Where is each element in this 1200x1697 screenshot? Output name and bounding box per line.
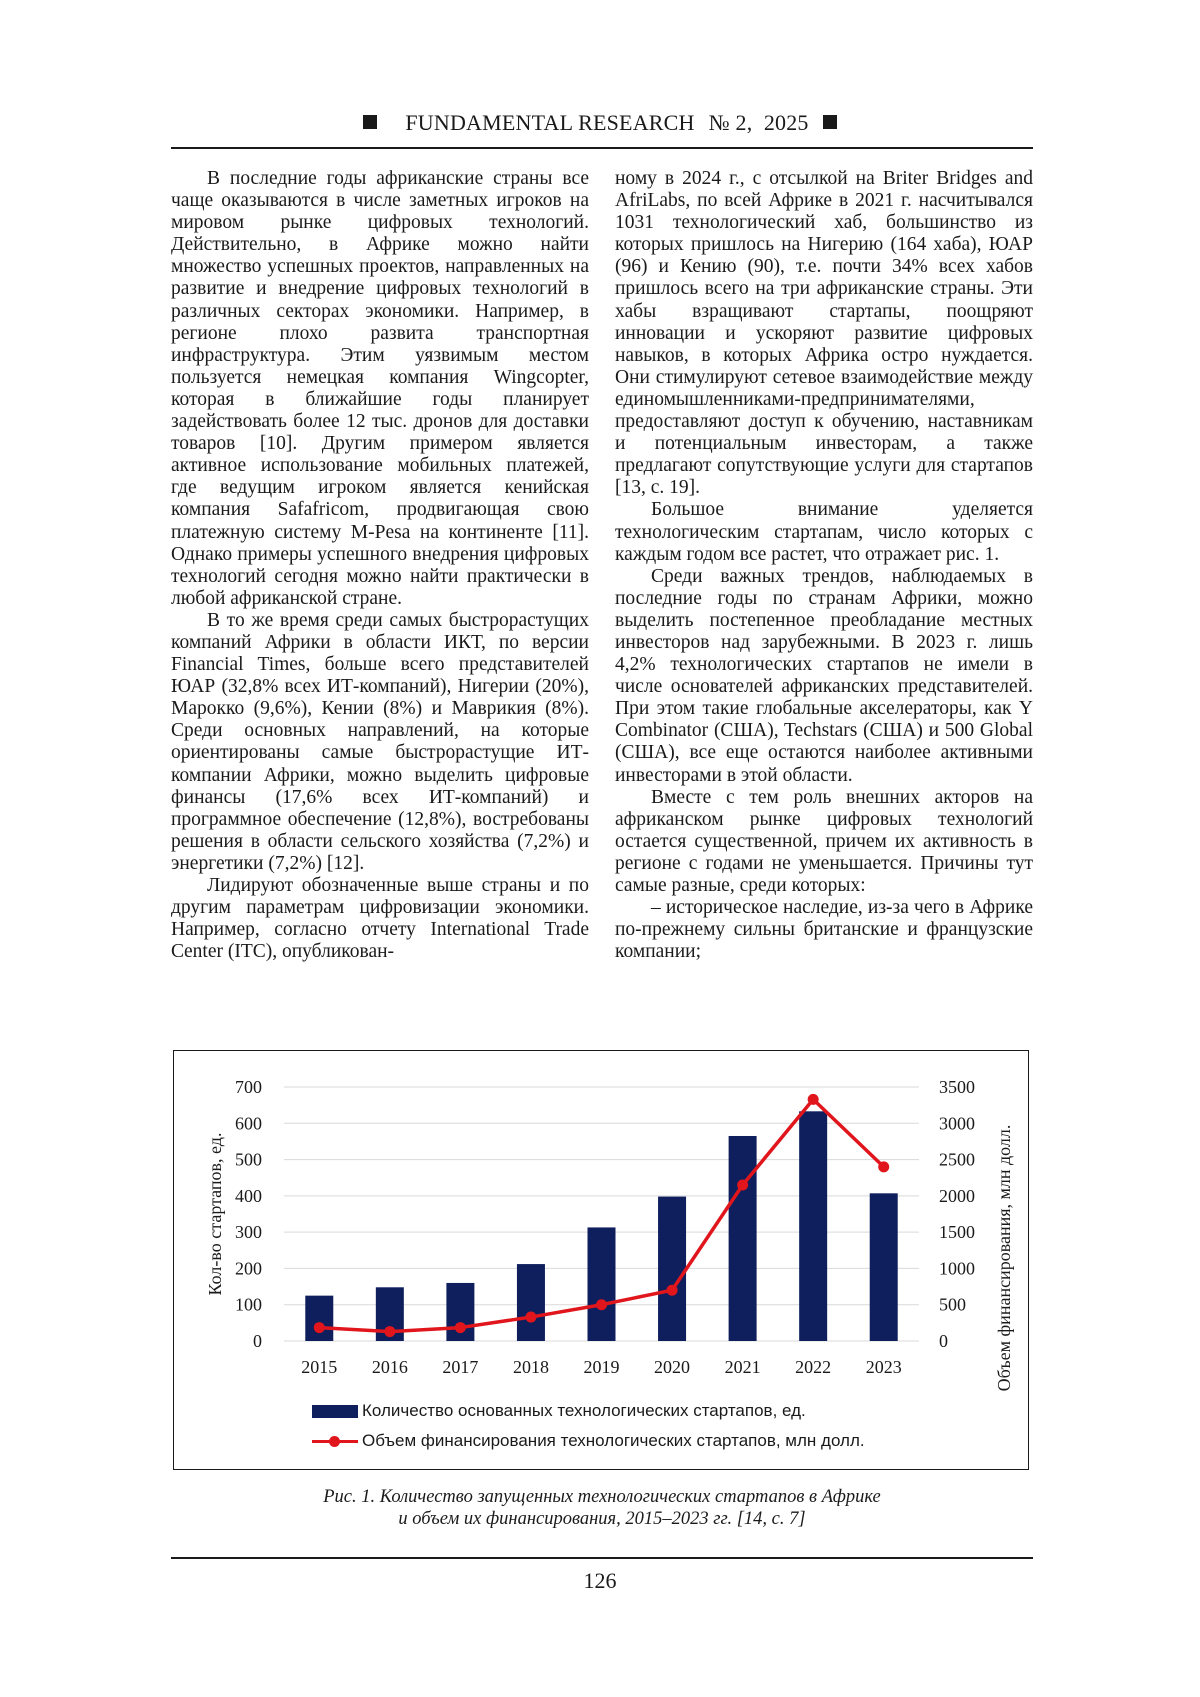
bar <box>870 1193 898 1341</box>
list-item: – историческое наследие, из-за чего в Африке по-прежнему сильны британские и французские компании; <box>615 897 1033 963</box>
footer-rule <box>171 1557 1033 1559</box>
page-number: 126 <box>583 1568 617 1593</box>
y2-tick-label: 1000 <box>939 1258 975 1279</box>
legend-label: Количество основанных технологических стартапов, ед. <box>362 1401 806 1420</box>
y-tick-label: 200 <box>235 1258 262 1279</box>
square-bullet-icon <box>823 115 837 129</box>
legend-bar-swatch <box>312 1405 358 1418</box>
y2-tick-label: 0 <box>939 1331 948 1351</box>
issue-number: № 2, <box>708 110 753 135</box>
x-tick-label: 2015 <box>301 1357 338 1377</box>
paragraph: В последние годы африканские страны все чаще оказываются в числе заметных игроков на мировом рынке цифровых технологий. Действительно, в Африке можно найти множество успешных проектов, направленных на развитие и внедрение цифровых технологий в различных секторах экономики. Например, в регионе плохо развита транспортная инфраструктура. Этим уязвимым местом пользуется немецкая компания Wingcopter, которая в ближайшие годы планирует задействовать более 12 тыс. дронов для доставки товаров [10]. Другим примером является активное использование мобильных платежей, где ведущим игроком является кенийская компания Safafricom, продвигающая свою платежную систему M-Pesa на континенте [11]. Однако примеры успешного внедрения цифровых технологий сегодня можно найти практически в любой африканской стране. <box>171 168 589 609</box>
chart-legend <box>312 1396 865 1456</box>
caption-line: и объем их финансирования, 2015–2023 гг. [14, с. 7] <box>398 1509 806 1529</box>
line-point <box>384 1326 395 1337</box>
bar <box>799 1111 827 1341</box>
x-tick-label: 2018 <box>512 1357 549 1377</box>
y-tick-label: 0 <box>253 1331 262 1351</box>
y2-tick-label: 1500 <box>939 1222 975 1243</box>
x-tick-label: 2020 <box>654 1357 691 1377</box>
figure-caption <box>171 1486 1033 1530</box>
left-column <box>171 168 589 963</box>
line-point <box>596 1299 607 1310</box>
right-column <box>615 168 1033 963</box>
paragraph: В то же время среди самых быстрорастущих компаний Африки в области ИКТ, по версии Financial Times, больше всего представителей ЮАР (32,8% всех ИТ-компаний), Нигерии (20%), Марокко (9,6%), Кении (8%) и Маврикия (8%). Среди основных направлений, на которые ориентированы самые быстрорастущие ИТ-компании Африки, можно выделить цифровые финансы (17,6% всех ИТ-компаний) и программное обеспечение (12,8%), востребованы решения в области сельского хозяйства (7,2%) и энергетики (7,2%) [12]. <box>171 609 589 874</box>
y-tick-label: 700 <box>235 1077 262 1097</box>
line-point <box>667 1285 678 1296</box>
figure-1 <box>173 1050 1029 1470</box>
y2-tick-label: 3500 <box>939 1077 975 1097</box>
paragraph: ному в 2024 г., с отсылкой на Briter Bridges and AfriLabs, по всей Африке в 2021 г. насчитывался 1031 технологический хаб, большинство из которых пришлось на Нигерию (164 хаба), ЮАР (96) и Кению (90), т.е. почти 34% всех хабов пришлось всего на три африканские страны. Эти хабы взращивают стартапы, поощряют инновации и ускоряют развитие цифровых навыков, в которых Африка остро нуждается. Они стимулируют сетевое взаимодействие между единомышленниками-предпринимателями, предоставляют доступ к обучению, наставникам и потенциальным инвесторам, а также предлагают сопутствующие услуги для стартапов [13, с. 19]. <box>615 168 1033 499</box>
bar <box>729 1136 757 1341</box>
square-bullet-icon <box>363 115 377 129</box>
y2-tick-label: 2500 <box>939 1149 975 1170</box>
legend-label: Объем финансирования технологических стартапов, млн долл. <box>362 1431 865 1450</box>
line-point <box>737 1179 748 1190</box>
bar <box>517 1264 545 1341</box>
x-tick-label: 2016 <box>371 1357 408 1377</box>
y-tick-label: 300 <box>235 1222 262 1243</box>
paragraph: Большое внимание уделяется технологическим стартапам, число которых с каждым годом все растет, что отражает рис. 1. <box>615 499 1033 565</box>
issue-year: 2025 <box>763 110 809 135</box>
bar <box>658 1197 686 1341</box>
y2-axis-title: Объем финансирования, млн долл. <box>994 1124 1014 1392</box>
y2-tick-label: 500 <box>939 1294 966 1315</box>
paragraph: Лидируют обозначенные выше страны и по другим параметрам цифровизации экономики. Например, согласно отчету International Trade Center (ITC), опубликован- <box>171 875 589 963</box>
y2-tick-label: 3000 <box>939 1113 975 1134</box>
y-axis-title: Кол-во стартапов, ед. <box>205 1132 225 1296</box>
line-point <box>808 1094 819 1105</box>
x-tick-label: 2021 <box>724 1357 761 1377</box>
y-tick-label: 600 <box>235 1113 262 1134</box>
bar <box>305 1296 333 1341</box>
paragraph: Вместе с тем роль внешних акторов на африканском рынке цифровых технологий остается существенной, причем их активность в регионе с годами не уменьшается. Причины тут самые разные, среди которых: <box>615 786 1033 896</box>
bar <box>588 1227 616 1341</box>
running-header <box>0 110 1200 136</box>
legend-item-line <box>312 1426 865 1456</box>
line-point <box>455 1322 466 1333</box>
x-tick-label: 2023 <box>865 1357 902 1377</box>
x-tick-label: 2019 <box>583 1357 620 1377</box>
y-tick-label: 500 <box>235 1149 262 1170</box>
x-tick-label: 2017 <box>442 1357 479 1377</box>
header-rule <box>171 147 1033 149</box>
y-tick-label: 100 <box>235 1294 262 1315</box>
y2-tick-label: 2000 <box>939 1185 975 1206</box>
journal-name: FUNDAMENTAL RESEARCH <box>405 110 695 135</box>
line-point <box>314 1322 325 1333</box>
y-tick-label: 400 <box>235 1185 262 1206</box>
x-tick-label: 2022 <box>795 1357 832 1377</box>
paragraph: Среди важных трендов, наблюдаемых в последние годы по странам Африки, можно выделить постепенное преобладание местных инвесторов над зарубежными. В 2023 г. лишь 4,2% технологических стартапов не имели в числе основателей африканских представителей. При этом такие глобальные акселераторы, как Y Combinator (США), Techstars (США) и 500 Global (США), все еще остаются наиболее активными инвесторами в этой области. <box>615 565 1033 786</box>
legend-item-bars <box>312 1396 865 1426</box>
legend-line-swatch <box>312 1434 358 1448</box>
caption-line: Рис. 1. Количество запущенных технологических стартапов в Африке <box>323 1487 881 1507</box>
line-point <box>525 1312 536 1323</box>
line-point <box>878 1161 889 1172</box>
